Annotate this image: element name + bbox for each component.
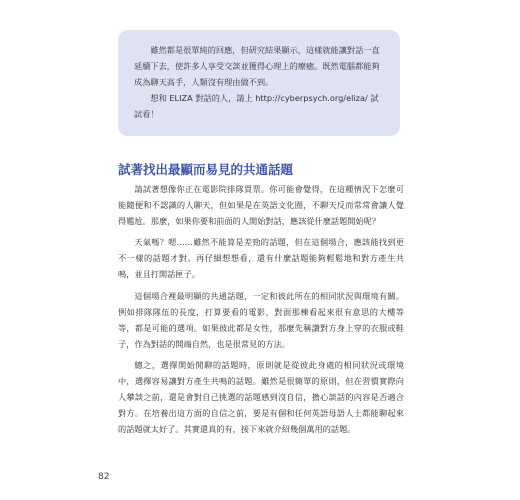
- page-number: 82: [98, 472, 110, 482]
- section-heading: 試著找出最顯而易見的共通話題: [118, 162, 294, 177]
- body-paragraph-4: 總之，選擇開始閒聊的話題時，原則就是從彼此身處的相同狀況或環境中，選擇容易讓對方產生共鳴的話題。雖然是很簡單的原則，但在習慣實際向人攀談之前，還是會對自己挑選的話題感到沒自信，擔心談話的內容是否適合對方。在培養出這方面的自信之前，要是有個和任何英語母語人士都能聊起來的話題就太好了。其實還真的有，接下來就介紹幾個萬用的話題。: [118, 359, 404, 435]
- callout-paragraph-1: 雖然都是很單純的回應，但研究結果顯示，這樣就能讓對話一直延續下去，使許多人享受交談並獲得心理上的療癒。既然電腦都能夠成為聊天高手，人類沒有理由做不到。: [134, 45, 380, 87]
- body-paragraph-3: 這個場合裡最明顯的共通話題，一定和彼此所在的相同狀況與環境有關。例如排隊隊伍的長度，打算要看的電影，對面那棟看起來很有意思的大樓等等，都是可能的選項。如果彼此都是女性，那麼先稱讚對方身上穿的衣服或鞋子，作為對話的開端自然，也是很常見的方法。: [118, 290, 404, 349]
- section-body: [118, 181, 404, 442]
- body-paragraph-1: 請試著想像你正在電影院排隊買票。你可能會覺得，在這種情況下怎麼可能隨便和不認識的人聊天，但如果是在英語文化圈，不聊天反而常常會讓人覺得尷尬。那麼，如果你要和前面的人開始對話，應該從什麼話題開始呢？: [118, 184, 404, 227]
- info-callout-box: [118, 30, 400, 136]
- body-paragraph-2: 天氣嗎？嗯……雖然不能算是差勁的話題，但在這個場合，應該能找到更不一樣的話題才對。再仔細想想看，還有什麼話題能夠輕鬆地和對方產生共鳴，並且打開話匣子。: [118, 237, 404, 280]
- callout-paragraph-2: 想和 ELIZA 對話的人，請上 http://cyberpsych.org/eliza/ 試試看！: [134, 93, 379, 119]
